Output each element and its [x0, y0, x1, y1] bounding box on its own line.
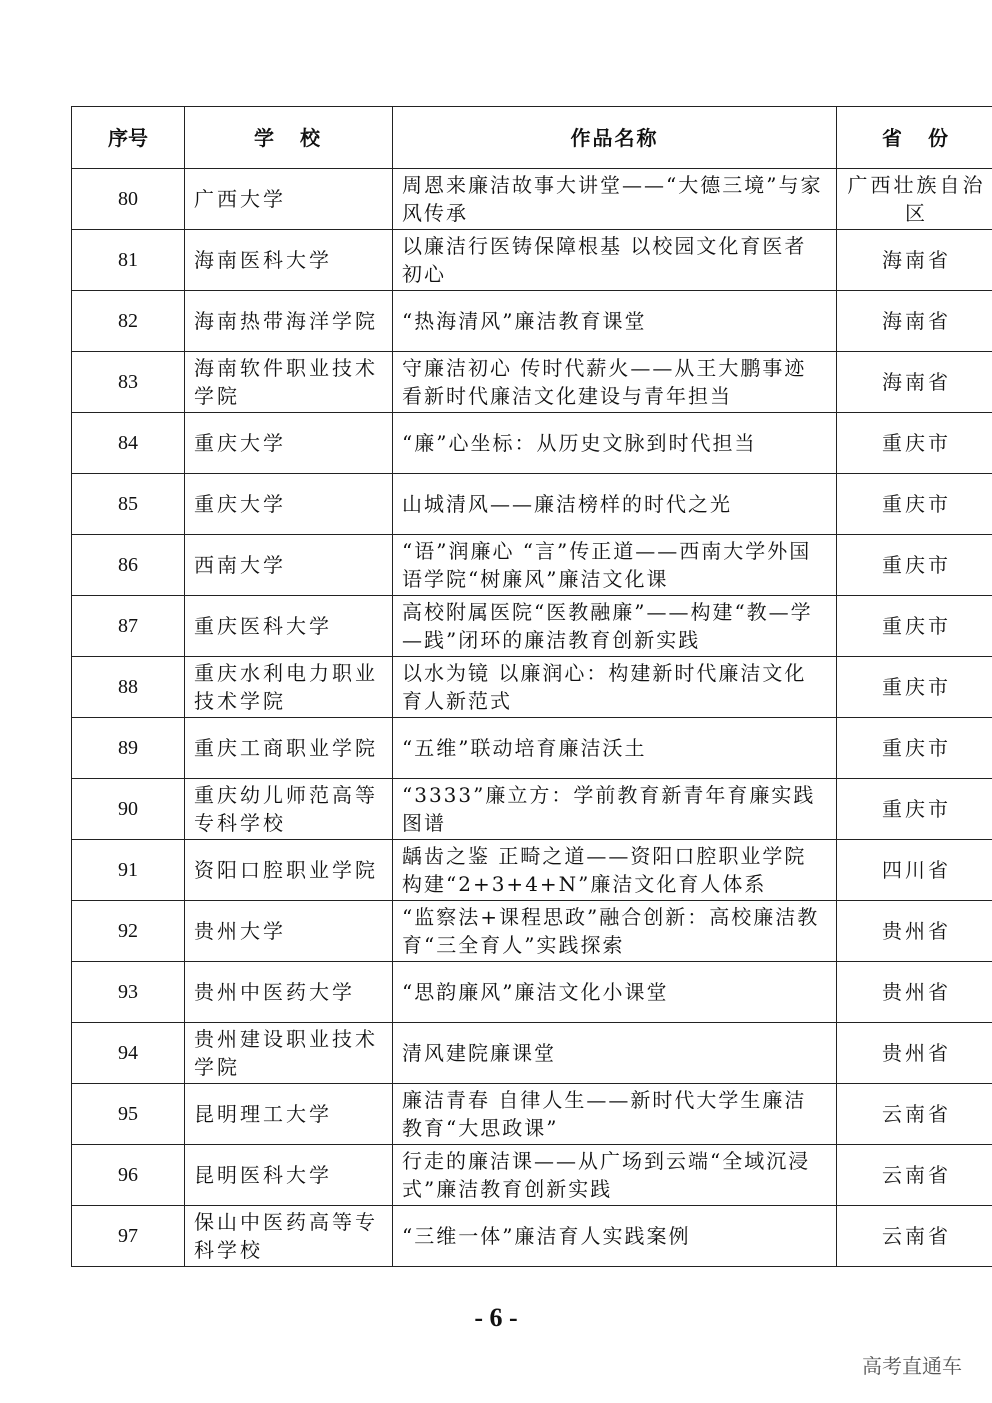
- row-province: 广西壮族自治区: [837, 169, 992, 230]
- table-row: [72, 230, 992, 291]
- row-province: 重庆市: [837, 413, 992, 474]
- row-province: 海南省: [837, 291, 992, 352]
- row-number: 92: [72, 901, 185, 962]
- row-work-title: “廉”心坐标：从历史文脉到时代担当: [393, 413, 837, 474]
- row-work-title: 山城清风——廉洁榜样的时代之光: [393, 474, 837, 535]
- row-number: 95: [72, 1084, 185, 1145]
- row-school: 海南软件职业技术学院: [185, 352, 393, 413]
- awards-table: [71, 106, 992, 1267]
- row-number: 84: [72, 413, 185, 474]
- row-work-title: 周恩来廉洁故事大讲堂——“大德三境”与家风传承: [393, 169, 837, 230]
- row-school: 保山中医药高等专科学校: [185, 1206, 393, 1267]
- row-province: 贵州省: [837, 901, 992, 962]
- table-row: [72, 1145, 992, 1206]
- row-school: 广西大学: [185, 169, 393, 230]
- table-row: [72, 413, 992, 474]
- row-number: 96: [72, 1145, 185, 1206]
- row-number: 93: [72, 962, 185, 1023]
- table-row: [72, 840, 992, 901]
- row-school: 重庆幼儿师范高等专科学校: [185, 779, 393, 840]
- row-number: 91: [72, 840, 185, 901]
- row-province: 重庆市: [837, 718, 992, 779]
- row-number: 85: [72, 474, 185, 535]
- table-row: [72, 779, 992, 840]
- row-province: 重庆市: [837, 474, 992, 535]
- row-work-title: “监察法+课程思政”融合创新：高校廉洁教育“三全育人”实践探索: [393, 901, 837, 962]
- row-work-title: 以廉洁行医铸保障根基 以校园文化育医者初心: [393, 230, 837, 291]
- table-row: [72, 474, 992, 535]
- row-work-title: “思韵廉风”廉洁文化小课堂: [393, 962, 837, 1023]
- row-number: 81: [72, 230, 185, 291]
- row-province: 重庆市: [837, 596, 992, 657]
- row-province: 重庆市: [837, 779, 992, 840]
- row-school: 重庆工商职业学院: [185, 718, 393, 779]
- row-school: 海南热带海洋学院: [185, 291, 393, 352]
- row-school: 重庆大学: [185, 413, 393, 474]
- row-number: 87: [72, 596, 185, 657]
- table-row: [72, 718, 992, 779]
- table-row: [72, 901, 992, 962]
- table-row: [72, 657, 992, 718]
- header-school: 学 校: [185, 107, 393, 169]
- row-number: 88: [72, 657, 185, 718]
- row-number: 90: [72, 779, 185, 840]
- row-province: 云南省: [837, 1145, 992, 1206]
- row-number: 86: [72, 535, 185, 596]
- row-work-title: 高校附属医院“医教融廉”——构建“教—学—践”闭环的廉洁教育创新实践: [393, 596, 837, 657]
- row-school: 贵州中医药大学: [185, 962, 393, 1023]
- row-work-title: “语”润廉心 “言”传正道——西南大学外国语学院“树廉风”廉洁文化课: [393, 535, 837, 596]
- row-province: 云南省: [837, 1206, 992, 1267]
- row-province: 重庆市: [837, 535, 992, 596]
- table-row: [72, 1084, 992, 1145]
- header-work: 作品名称: [393, 107, 837, 169]
- table-row: [72, 1023, 992, 1084]
- row-number: 97: [72, 1206, 185, 1267]
- row-province: 贵州省: [837, 962, 992, 1023]
- row-school: 重庆医科大学: [185, 596, 393, 657]
- row-school: 海南医科大学: [185, 230, 393, 291]
- row-province: 云南省: [837, 1084, 992, 1145]
- row-school: 贵州大学: [185, 901, 393, 962]
- row-province: 四川省: [837, 840, 992, 901]
- row-school: 昆明理工大学: [185, 1084, 393, 1145]
- row-number: 94: [72, 1023, 185, 1084]
- row-province: 海南省: [837, 352, 992, 413]
- row-province: 海南省: [837, 230, 992, 291]
- row-work-title: “三维一体”廉洁育人实践案例: [393, 1206, 837, 1267]
- row-school: 资阳口腔职业学院: [185, 840, 393, 901]
- row-work-title: “热海清风”廉洁教育课堂: [393, 291, 837, 352]
- watermark-text: 高考直通车: [862, 1354, 962, 1378]
- table-row: [72, 352, 992, 413]
- row-work-title: 行走的廉洁课——从广场到云端“全域沉浸式”廉洁教育创新实践: [393, 1145, 837, 1206]
- row-work-title: 廉洁青春 自律人生——新时代大学生廉洁教育“大思政课”: [393, 1084, 837, 1145]
- row-number: 89: [72, 718, 185, 779]
- row-work-title: 龋齿之鉴 正畸之道——资阳口腔职业学院构建“2+3+4+N”廉洁文化育人体系: [393, 840, 837, 901]
- table-row: [72, 169, 992, 230]
- row-work-title: 守廉洁初心 传时代薪火——从王大鹏事迹看新时代廉洁文化建设与青年担当: [393, 352, 837, 413]
- row-work-title: “3333”廉立方：学前教育新青年育廉实践图谱: [393, 779, 837, 840]
- row-school: 贵州建设职业技术学院: [185, 1023, 393, 1084]
- table-row: [72, 291, 992, 352]
- row-work-title: “五维”联动培育廉洁沃土: [393, 718, 837, 779]
- header-row: [72, 107, 992, 169]
- row-school: 重庆大学: [185, 474, 393, 535]
- table-row: [72, 962, 992, 1023]
- page-number: - 6 -: [474, 1303, 518, 1332]
- table-row: [72, 1206, 992, 1267]
- header-province: 省 份: [837, 107, 992, 169]
- row-school: 重庆水利电力职业技术学院: [185, 657, 393, 718]
- row-school: 西南大学: [185, 535, 393, 596]
- row-number: 83: [72, 352, 185, 413]
- row-province: 重庆市: [837, 657, 992, 718]
- row-number: 82: [72, 291, 185, 352]
- row-province: 贵州省: [837, 1023, 992, 1084]
- header-no: 序号: [72, 107, 185, 169]
- row-school: 昆明医科大学: [185, 1145, 393, 1206]
- table-row: [72, 596, 992, 657]
- row-number: 80: [72, 169, 185, 230]
- row-work-title: 以水为镜 以廉润心：构建新时代廉洁文化育人新范式: [393, 657, 837, 718]
- table-row: [72, 535, 992, 596]
- row-work-title: 清风建院廉课堂: [393, 1023, 837, 1084]
